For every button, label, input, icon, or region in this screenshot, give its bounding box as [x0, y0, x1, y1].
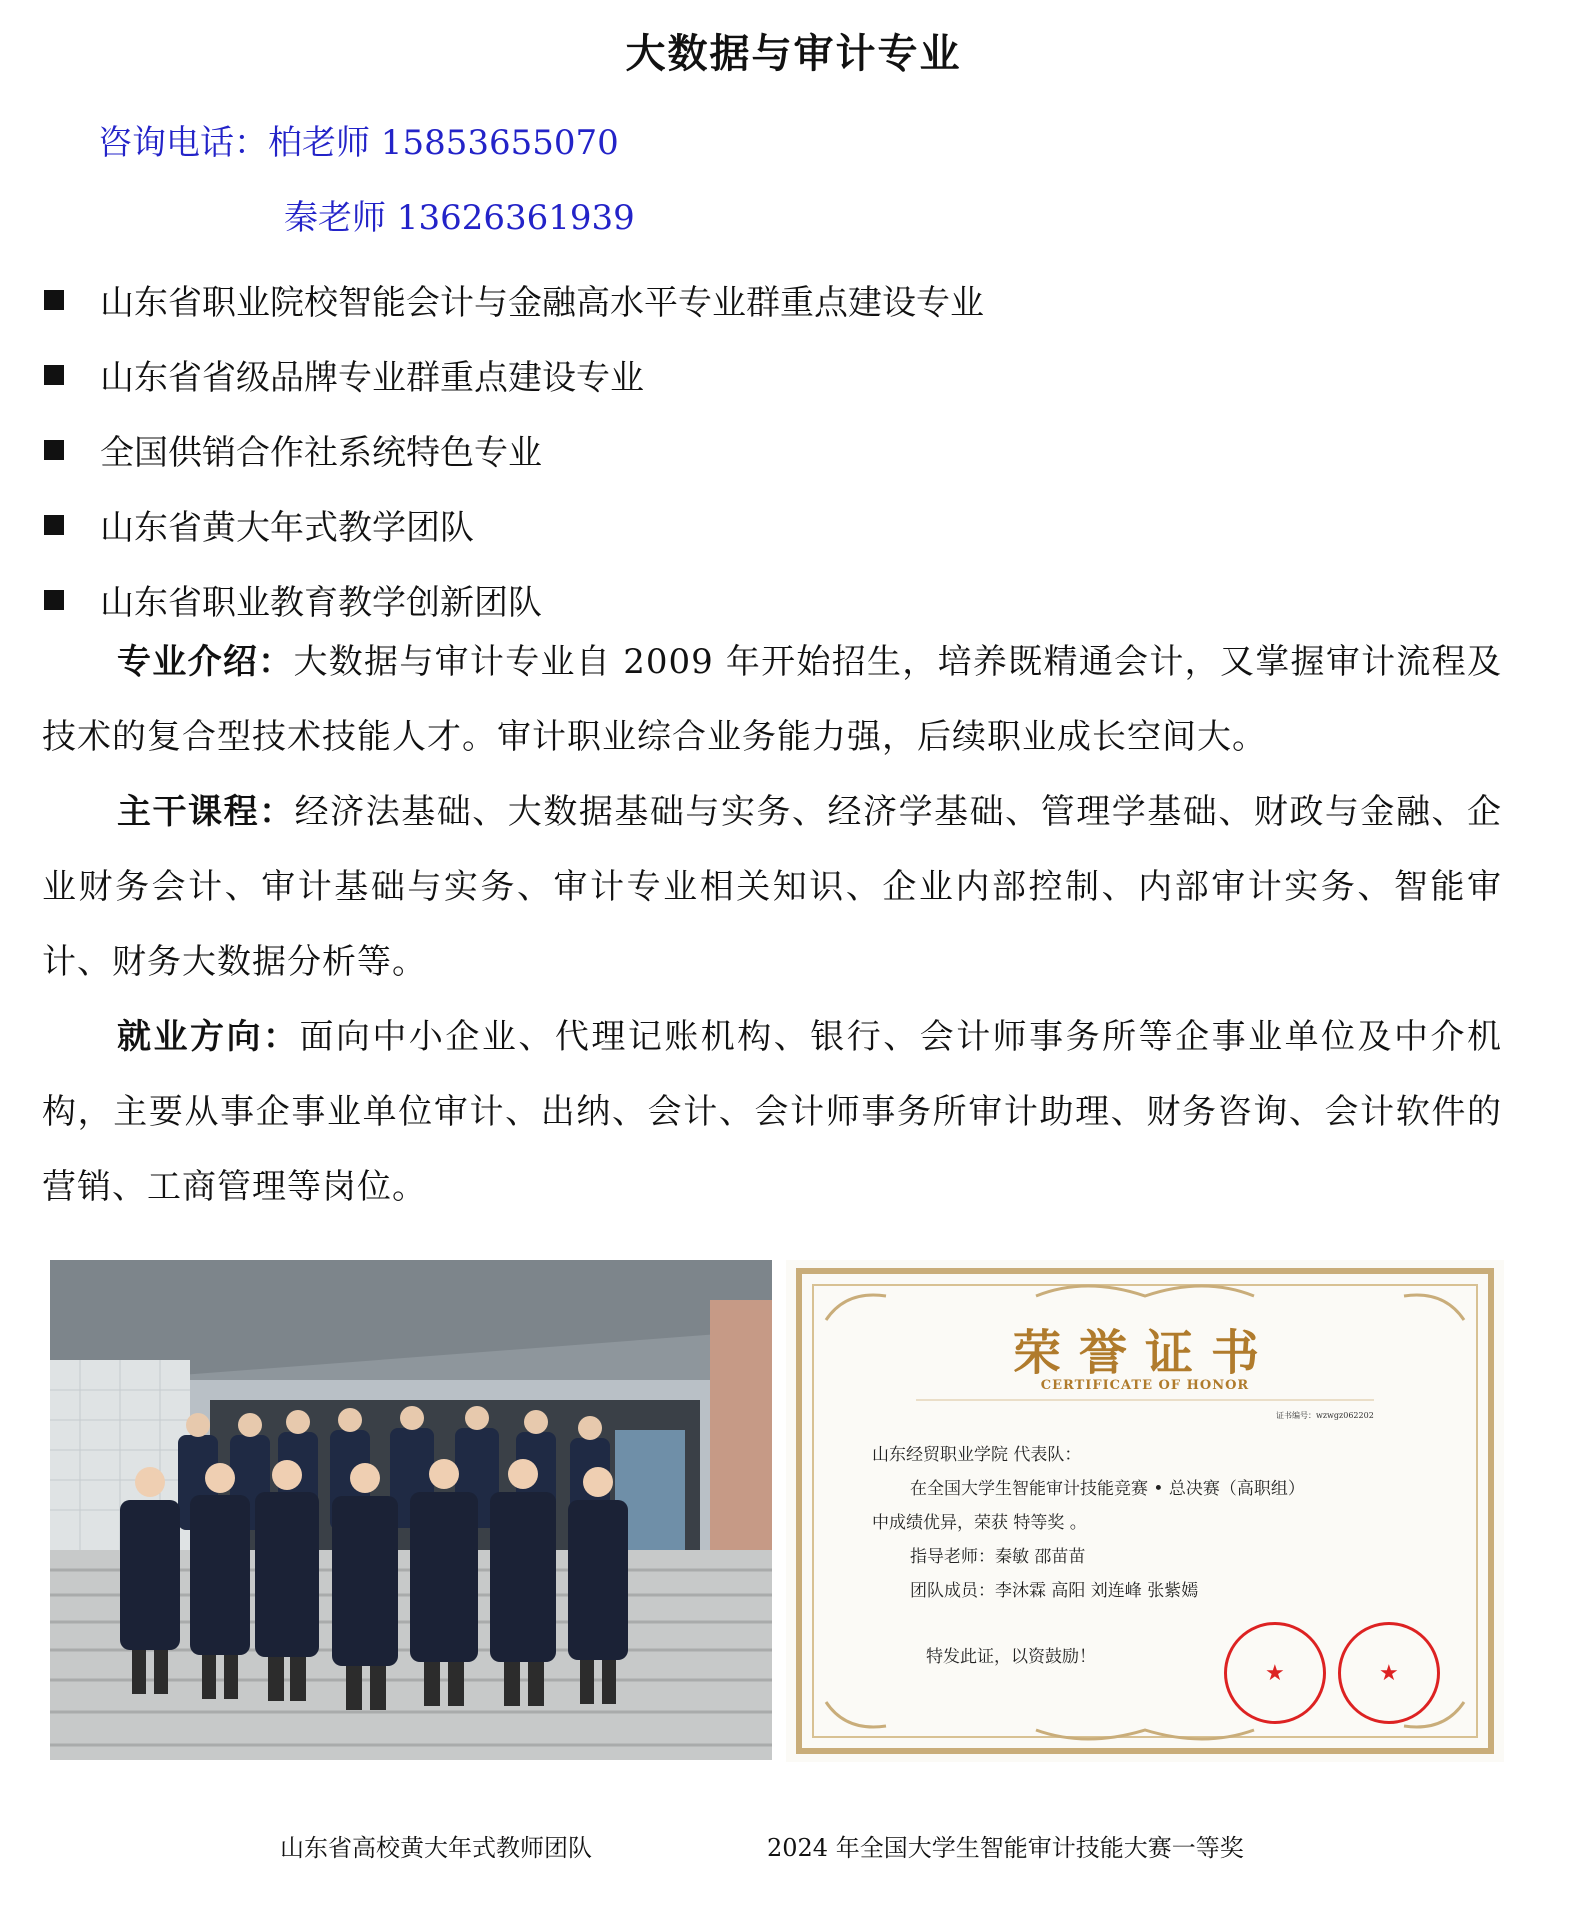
list-item-text: 山东省职业院校智能会计与金融高水平专业群重点建设专业: [100, 283, 984, 323]
red-seal-icon: [1338, 1622, 1440, 1724]
seal-star-icon: ★: [1265, 1661, 1285, 1686]
square-bullet-icon: [44, 440, 64, 460]
certificate-recipient: 山东经贸职业学院 代表队：: [872, 1445, 1082, 1465]
courses-label: 主干课程：: [117, 792, 295, 832]
certificate-line-3: 指导老师：秦敏 邵苗苗: [910, 1547, 1086, 1567]
list-item: [42, 262, 1542, 337]
seal-star-icon: ★: [1379, 1661, 1399, 1686]
list-item: [42, 337, 1542, 412]
team-photo: [50, 1260, 772, 1760]
list-item: [42, 487, 1542, 562]
career-text: 面向中小企业、代理记账机构、银行、会计师事务所等企事业单位及中介机构，主要从事企事业单位审计、出纳、会计、会计师事务所审计助理、财务咨询、会计软件的营销、工商管理等岗位。: [42, 1017, 1503, 1207]
certificate-line-2: 中成绩优异，荣获 特等奖 。: [872, 1513, 1087, 1533]
certificate-subtitle: CERTIFICATE OF HONOR: [1040, 1378, 1250, 1393]
honor-certificate: [786, 1260, 1504, 1762]
red-seal-icon: [1224, 1622, 1326, 1724]
certificate-title: 荣誉证书: [1012, 1325, 1277, 1381]
square-bullet-icon: [44, 590, 64, 610]
list-item: [42, 412, 1542, 487]
certificate-number: 证书编号：wzwgz062202: [1276, 1411, 1374, 1420]
courses-text: 经济法基础、大数据基础与实务、经济学基础、管理学基础、财政与金融、企业财务会计、审计基础与实务、审计专业相关知识、企业内部控制、内部审计实务、智能审计、财务大数据分析等。: [42, 792, 1503, 982]
intro-paragraph: [42, 625, 1502, 775]
certificate-caption: 2024 年全国大学生智能审计技能大赛一等奖: [767, 1834, 1244, 1862]
square-bullet-icon: [44, 365, 64, 385]
square-bullet-icon: [44, 515, 64, 535]
certificate-closing: 特发此证，以资鼓励！: [926, 1647, 1096, 1667]
courses-paragraph: [42, 775, 1502, 1000]
page-title: 大数据与审计专业: [625, 31, 962, 77]
square-bullet-icon: [44, 290, 64, 310]
list-item-text: 山东省职业教育教学创新团队: [100, 583, 542, 623]
certificate-line-1: 在全国大学生智能审计技能竞赛 • 总决赛（高职组）: [910, 1479, 1305, 1499]
career-paragraph: [42, 1000, 1502, 1225]
list-item-text: 全国供销合作社系统特色专业: [100, 433, 542, 473]
list-item-text: 山东省黄大年式教学团队: [100, 508, 474, 548]
honor-list: [42, 262, 1542, 637]
team-photo-illustration: [50, 1260, 772, 1760]
photo-caption: 山东省高校黄大年式教师团队: [280, 1834, 592, 1862]
certificate-line-4: 团队成员：李沐霖 高阳 刘连峰 张紫嫣: [910, 1581, 1199, 1601]
list-item-text: 山东省省级品牌专业群重点建设专业: [100, 358, 644, 398]
intro-text: 大数据与审计专业自 2009 年开始招生，培养既精通会计，又掌握审计流程及技术的复合型技术技能人才。审计职业综合业务能力强，后续职业成长空间大。: [42, 642, 1503, 757]
career-label: 就业方向：: [117, 1017, 300, 1057]
intro-label: 专业介绍：: [117, 642, 294, 682]
contact-line-2: 秦老师 13626361939: [284, 198, 635, 238]
contact-line-1: 咨询电话：柏老师 15853655070: [98, 123, 619, 163]
